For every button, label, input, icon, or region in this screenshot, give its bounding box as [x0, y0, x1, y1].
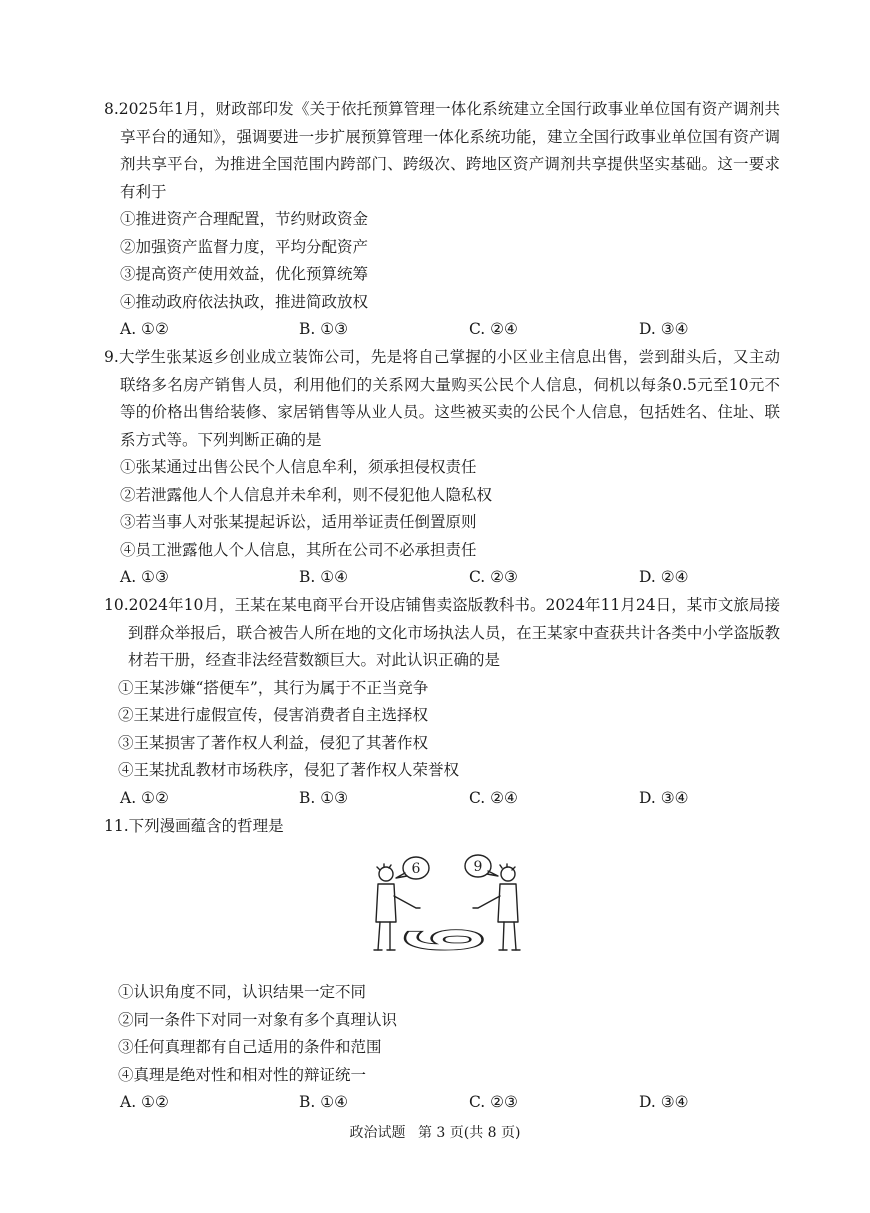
statement-1: ①张某通过出售公民个人信息牟利，须承担侵权责任: [120, 458, 477, 476]
choice-d[interactable]: D. ③④: [639, 320, 689, 338]
choice-a[interactable]: A. ①③: [120, 568, 169, 586]
statement-3: ③任何真理都有自己适用的条件和范围: [118, 1038, 382, 1056]
cartoon-illustration: [360, 852, 532, 962]
question-9: [104, 344, 780, 592]
statement-4: ④员工泄露他人个人信息，其所在公司不必承担责任: [120, 540, 477, 559]
choice-a[interactable]: A. ①②: [120, 1093, 169, 1111]
question-stem: 9.大学生张某返乡创业成立装饰公司，先是将自己掌握的小区业主信息出售，尝到甜头后，又主动联络多名房产销售人员，利用他们的关系网大量购买公民个人信息，伺机以每条0.5元至10元不等的价格出售给装修、家居销售等从业人员。这些被买卖的公民个人信息，包括姓名、住址、联系方式等。下列判断正确的是: [104, 348, 780, 449]
choice-d[interactable]: D. ③④: [639, 788, 689, 807]
statement-4: ④真理是绝对性和相对性的辩证统一: [118, 1065, 367, 1084]
answer-choices: [104, 316, 780, 344]
choice-c[interactable]: C. ②④: [469, 788, 518, 807]
statement-1: ①认识角度不同，认识结果一定不同: [118, 983, 367, 1001]
choice-c[interactable]: C. ②③: [469, 568, 518, 586]
statement-3: ③王某损害了著作权人利益，侵犯了其著作权: [118, 733, 429, 752]
question-11-options: [104, 979, 780, 1117]
statement-3: ③若当事人对张某提起诉讼，适用举证责任倒置原则: [120, 513, 477, 531]
statement-4: ④王某扰乱教材市场秩序，侵犯了著作权人荣誉权: [118, 761, 460, 779]
footer-subject: 政治试题: [349, 1125, 406, 1141]
question-stem: 8.2025年1月，财政部印发《关于依托预算管理一体化系统建立全国行政事业单位国有资产调剂共享平台的通知》，强调要进一步扩展预算管理一体化系统功能，建立全国行政事业单位国有资产调剂共享平台，为推进全国范围内跨部门、跨级次、跨地区资产调剂共享提供坚实基础。这一要求有利于: [104, 100, 780, 201]
choice-a[interactable]: A. ①②: [120, 788, 169, 807]
answer-choices: [104, 1089, 780, 1117]
choice-d[interactable]: D. ③④: [639, 1093, 689, 1111]
statement-1: ①王某涉嫌“搭便车”，其行为属于不正当竞争: [118, 678, 429, 697]
statement-2: ②同一条件下对同一对象有多个真理认识: [118, 1010, 398, 1029]
question-stem: 11.下列漫画蕴含的哲理是: [104, 817, 284, 835]
footer-page-number: 第 3 页(共 8 页): [417, 1125, 521, 1141]
right-bubble-digit: 9: [473, 859, 483, 875]
choice-d[interactable]: D. ②④: [639, 568, 689, 586]
choice-b[interactable]: B. ①④: [299, 1093, 349, 1111]
statement-2: ②加强资产监督力度，平均分配资产: [120, 237, 369, 256]
answer-choices: [104, 785, 780, 813]
statement-2: ②王某进行虚假宣传，侵害消费者自主选择权: [118, 706, 429, 724]
choice-b[interactable]: B. ①④: [299, 568, 349, 586]
question-8: [104, 96, 780, 344]
statement-2: ②若泄露他人个人信息并未牟利，则不侵犯他人隐私权: [120, 485, 493, 504]
statement-3: ③提高资产使用效益，优化预算统筹: [120, 265, 369, 283]
left-bubble-digit: 6: [411, 861, 421, 877]
question-10: [104, 592, 780, 812]
choice-c[interactable]: C. ②④: [469, 320, 518, 338]
floor-digit: 6: [387, 927, 507, 953]
choice-a[interactable]: A. ①②: [120, 320, 169, 338]
choice-b[interactable]: B. ①③: [299, 788, 349, 807]
question-11: [104, 813, 780, 841]
question-stem: 10.2024年10月，王某在某电商平台开设店铺售卖盗版教科书。2024年11月24日，某市文旅局接到群众举报后，联合被告人所在地的文化市场执法人员，在王某家中查获共计各类中小学盗版教材若干册，经查非法经营数额巨大。对此认识正确的是: [104, 596, 780, 669]
answer-choices: [104, 564, 780, 592]
choice-b[interactable]: B. ①③: [299, 320, 349, 338]
choice-c[interactable]: C. ②③: [469, 1093, 518, 1111]
statement-4: ④推动政府依法执政，推进简政放权: [120, 292, 369, 311]
page-footer: [0, 1122, 870, 1142]
statement-1: ①推进资产合理配置，节约财政资金: [120, 210, 369, 228]
